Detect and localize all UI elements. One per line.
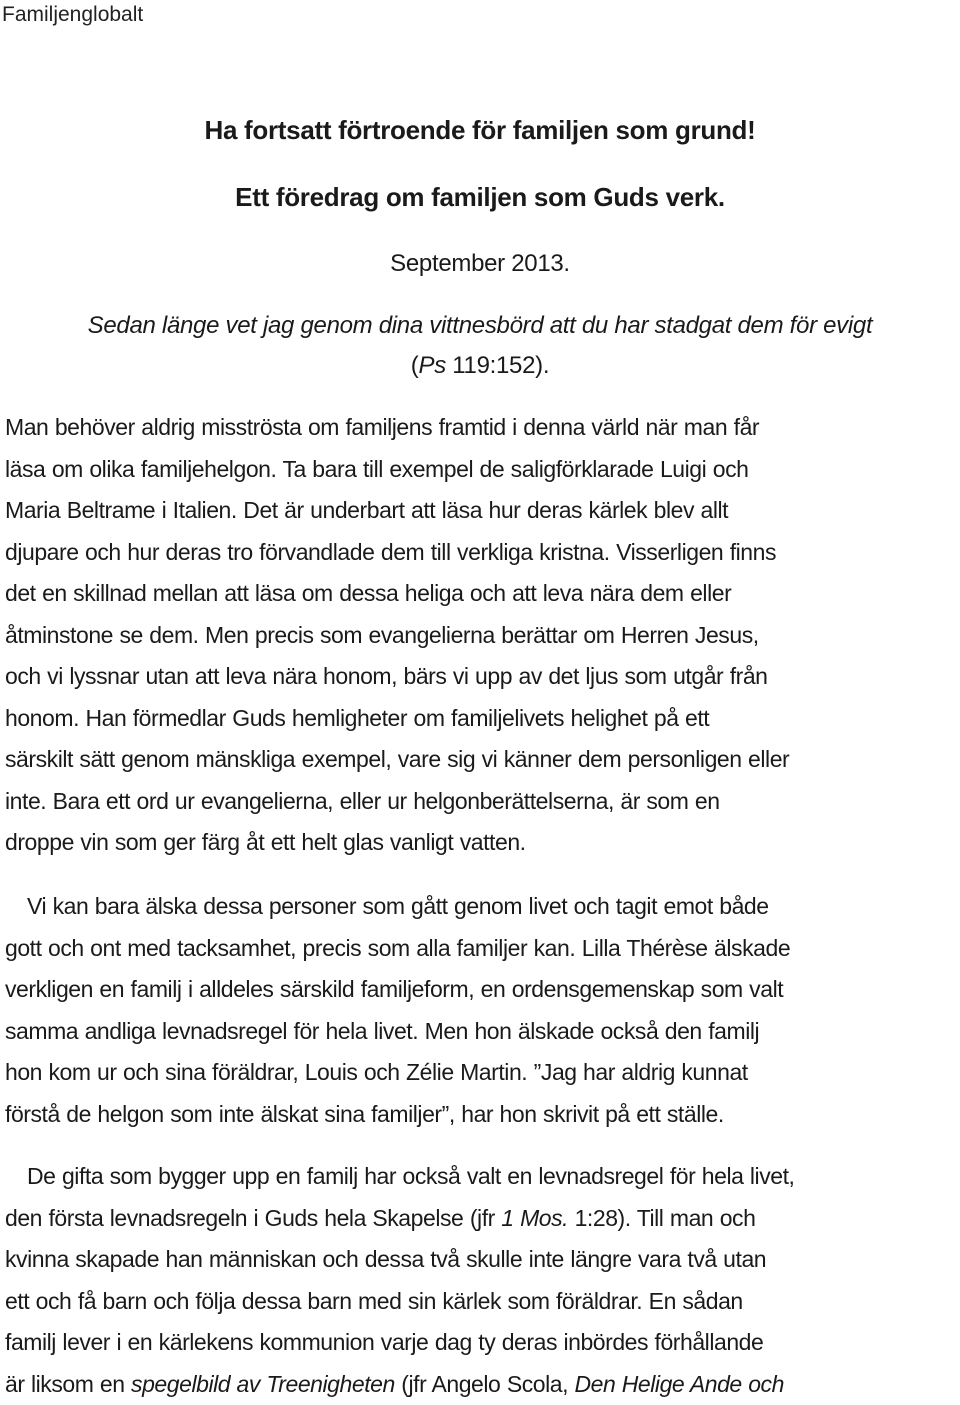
paragraph-line: djupare och hur deras tro förvandlade dem till verkliga kristna. Visserligen finns bbox=[5, 532, 960, 574]
paragraph-line: inte. Bara ett ord ur evangelierna, eller ur helgonberättelserna, är som en bbox=[5, 781, 960, 823]
paragraph-line: åtminstone se dem. Men precis som evangelierna berättar om Herren Jesus, bbox=[5, 615, 960, 657]
paragraph-line: De gifta som bygger upp en familj har också valt en levnadsregel för hela livet, bbox=[5, 1156, 960, 1198]
paragraph-line: Man behöver aldrig misströsta om familjens framtid i denna värld när man får bbox=[5, 407, 960, 449]
paragraph-line: ett och få barn och följa dessa barn med sin kärlek som föräldrar. En sådan bbox=[5, 1281, 960, 1323]
paragraph-line: hon kom ur och sina föräldrar, Louis och Zélie Martin. ”Jag har aldrig kunnat bbox=[5, 1052, 960, 1094]
epigraph-reference bbox=[0, 351, 960, 381]
text-run: är liksom en bbox=[5, 1371, 131, 1397]
paragraph-2 bbox=[5, 886, 960, 1135]
document-subtitle: Ett föredrag om familjen som Guds verk. bbox=[0, 180, 960, 214]
paragraph-line: familj lever i en kärlekens kommunion varje dag ty deras inbördes förhållande bbox=[5, 1322, 960, 1364]
paragraph-line bbox=[5, 1364, 960, 1405]
paragraph-line: och vi lyssnar utan att leva nära honom, bärs vi upp av det ljus som utgår från bbox=[5, 656, 960, 698]
page-header: Familjenglobalt bbox=[2, 2, 143, 28]
paragraph-line: samma andliga levnadsregel för hela livet. Men hon älskade också den familj bbox=[5, 1011, 960, 1053]
document-date: September 2013. bbox=[0, 249, 960, 279]
paragraph-line: Vi kan bara älska dessa personer som gått genom livet och tagit emot både bbox=[5, 886, 960, 928]
paragraph-3 bbox=[5, 1156, 960, 1405]
epigraph-ref-rest: 119:152). bbox=[446, 352, 549, 379]
paragraph-line: droppe vin som ger färg åt ett helt glas vanligt vatten. bbox=[5, 822, 960, 864]
paragraph-line: förstå de helgon som inte älskat sina familjer”, har hon skrivit på ett ställe. bbox=[5, 1094, 960, 1136]
paragraph-line: honom. Han förmedlar Guds hemligheter om familjelivets helighet på ett bbox=[5, 698, 960, 740]
paragraph-line: gott och ont med tacksamhet, precis som alla familjer kan. Lilla Thérèse älskade bbox=[5, 928, 960, 970]
text-run: 1:28). Till man och bbox=[568, 1205, 755, 1231]
paragraph-line: kvinna skapade han människan och dessa två skulle inte längre vara två utan bbox=[5, 1239, 960, 1281]
paragraph-line: det en skillnad mellan att läsa om dessa heliga och att leva nära dem eller bbox=[5, 573, 960, 615]
epigraph-quote: Sedan länge vet jag genom dina vittnesbörd att du har stadgat dem för evigt bbox=[0, 311, 960, 341]
italic-phrase: spegelbild av Treenigheten bbox=[131, 1371, 395, 1397]
text-run: (jfr Angelo Scola, bbox=[395, 1371, 575, 1397]
paragraph-line bbox=[5, 1198, 960, 1240]
paragraph-line: särskilt sätt genom mänskliga exempel, vare sig vi känner dem personligen eller bbox=[5, 739, 960, 781]
epigraph-ref-book: Ps bbox=[418, 352, 445, 379]
paragraph-line: verkligen en familj i alldeles särskild familjeform, en ordensgemenskap som valt bbox=[5, 969, 960, 1011]
epigraph-ref-open: ( bbox=[411, 352, 419, 379]
text-run: den första levnadsregeln i Guds hela Skapelse (jfr bbox=[5, 1205, 501, 1231]
scripture-reference: 1 Mos. bbox=[501, 1205, 568, 1231]
paragraph-line: läsa om olika familjehelgon. Ta bara till exempel de saligförklarade Luigi och bbox=[5, 449, 960, 491]
paragraph-1 bbox=[5, 407, 960, 864]
book-title: Den Helige Ande och bbox=[574, 1371, 783, 1397]
paragraph-line: Maria Beltrame i Italien. Det är underbart att läsa hur deras kärlek blev allt bbox=[5, 490, 960, 532]
document-title: Ha fortsatt förtroende för familjen som grund! bbox=[0, 113, 960, 147]
